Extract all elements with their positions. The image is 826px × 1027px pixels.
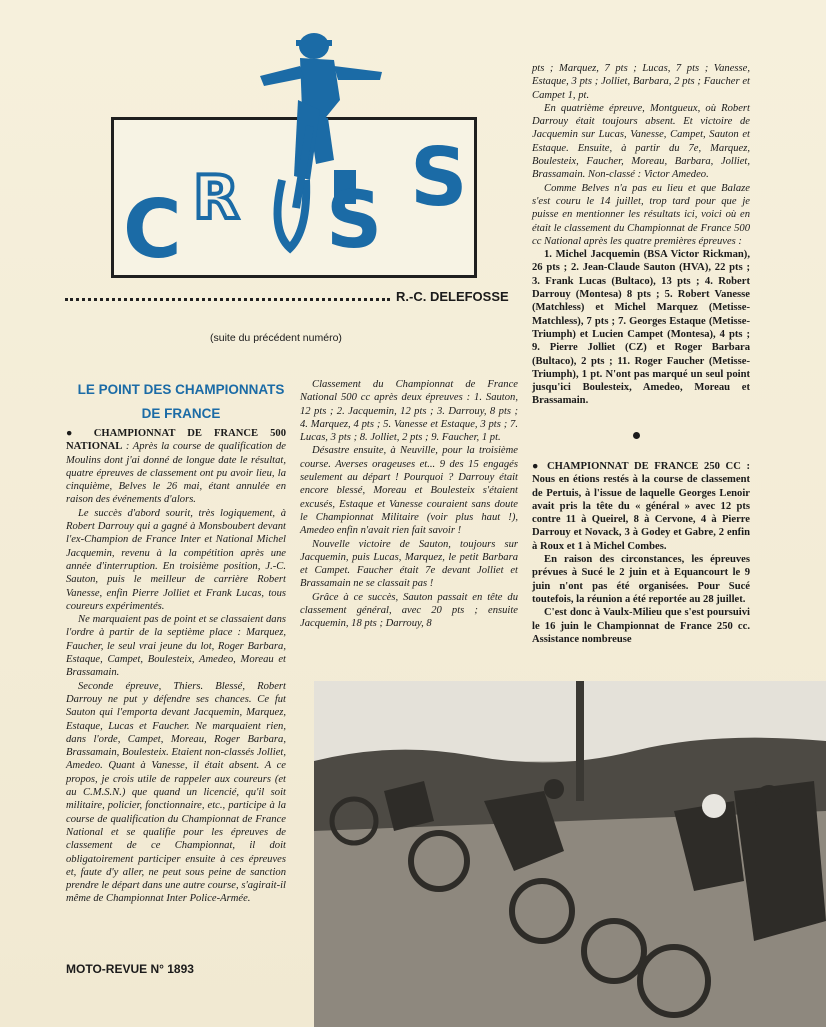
paragraph — [66, 427, 286, 507]
article-column-3-bottom — [532, 460, 750, 646]
title-letter-r: R — [193, 163, 240, 233]
section-heading-line1: LE POINT DES CHAMPIONNATS — [77, 382, 285, 397]
paragraph: Classement du Championnat de France National 500 cc après deux épreuves : 1. Sauton, 12 pts ; 2. Jacquemin, 12 pts ; 3. Darrouy, 8 pts ; 4. Marquez, 4 pts ; 5. Vanesse et Estaque, 3 pts ; 7. Lucas, 3 pts ; 8. Jolliet, 2 pts ; 9. Faucher, 1 pt. — [300, 379, 518, 444]
paragraph: Désastre ensuite, à Neuville, pour la troisième course. Averses orageuses et... 9 des 15 engagés seulement au départ ! Pourquoi ? Darrouy était encore blessé, Moreau et Boulesteix s'étaient excusés, Estaque et Vanesse couraient sans doute le Championnat Militaire (voir plus haut !), Amedeo enfin n'avait rien fait savoir ! — [300, 445, 518, 537]
title-letter-s1: S — [326, 176, 383, 266]
section-lead: ● CHAMPIONNAT DE FRANCE 500 NATIONAL — [66, 428, 286, 453]
paragraph: Ne marquaient pas de point et se classaient dans l'ordre à partir de la septième place : Marquez, Faucher, le seul vrai jeune du lot, Roger Barbara, Estaque, Campet, Boulesteix, Amedeo, Moreau et Brassamain. — [66, 614, 286, 679]
paragraph: pts ; Marquez, 7 pts ; Lucas, 7 pts ; Vanesse, Estaque, 3 pts ; Jolliet, Barbara, 2 pts ; Faucher et Campet 1, pt. — [532, 63, 750, 101]
title-letter-s2: S — [410, 131, 468, 224]
section-heading-line2: DE FRANCE — [141, 406, 221, 421]
race-photo — [314, 681, 826, 1027]
section-lead: ● CHAMPIONNAT DE FRANCE 250 CC — [532, 461, 741, 472]
article-column-2 — [300, 378, 518, 631]
paragraph: En raison des circonstances, les épreuves prévues à Sucé le 2 juin et à Equancourt le 9 juin n'ont pas été organisées. Pour Sucé toutefois, la réunion a été reportée au 28 juillet. — [532, 554, 750, 605]
article-column-3-top — [532, 62, 750, 408]
paragraph: C'est donc à Vaulx-Milieu que s'est poursuivi le 16 juin le Championnat de France 250 cc. Assistance nombreuse — [532, 607, 750, 645]
paragraph: Seconde épreuve, Thiers. Blessé, Robert Darrouy ne put y défendre ses chances. Ce fut Sauton qui l'emporta devant Jacquemin, Marquez, Estaque, Lucas et Faucher. Ne marquaient rien, dans l'orde, Campet, Moreau, Roger Barbara, Brassamain, Boulesteix. Etaient non-classés Jolliet, Amedeo. Quant à Vanesse, il était absent. A ce propos, je crois utile de rappeler aux coureurs (et au C.M.S.N.) que quand un licencié, qu'il soit militaire, policier, fonctionnaire, etc., participe à la course de qualification du Championnat de France National et se qualifie pour les épreuves de classement de ce Championnat, il doit obligatoirement participer ensuite à ces épreuves et, faute d'y aller, ne peut sous peine de sanction prendre le départ dans une autre course, s'agirait-il même de Championnat Inter Police-Armée. — [66, 680, 286, 905]
paragraph-text: : Nous en étions restés à la course de classement de Pertuis, à l'issue de laquelle Georges Lenoir avait pris la tête du « général » avec 12 pts contre 11 à Queirel, 8 à Cervone, 4 à Pierre Darrouy et Novack, 3 à Godey et Gabre, 2 enfin à Roux et 1 à Michel Combes. — [532, 461, 750, 552]
standings-list: 1. Michel Jacquemin (BSA Victor Rickman), 26 pts ; 2. Jean-Claude Sauton (HVA), 22 pts ; 3. Frank Lucas (Bultaco), 13 pts ; 4. Robert Darrouy (Montesa) 8 pts ; 5. Robert Vanesse (Matchless) et Michel Marquez (Metisse-Matchless), 7 pts ; 7. Georges Estaque (Metisse-Triumph) et Lucien Campet (Montesa), 4 pts ; 9. Pierre Jolliet (CZ) et Roger Barbara (Bultaco), 2 pts ; 11. Roger Faucher (Metisse-Triumph), 1 pt. N'ont pas marqué un seul point jusqu'ici Boulesteix, Amedeo, Moreau et Brassamain. — [532, 249, 750, 407]
article-column-1 — [66, 427, 286, 906]
author-byline: R.-C. DELEFOSSE — [396, 289, 509, 304]
paragraph: Nouvelle victoire de Sauton, toujours sur Jacquemin, puis Lucas, Marquez, le petit Barbara et Campet. Faucher était 7e devant Jolliet et Brassamain ne se classait pas ! — [300, 538, 518, 590]
byline-rule — [65, 298, 390, 301]
paragraph — [532, 460, 750, 553]
section-heading — [66, 378, 296, 426]
paragraph: Comme Belves n'a pas eu lieu et que Balaze s'est couru le 14 juillet, trop tard pour que je puisse en mentionner les résultats ici, voici où en était le classement du Championnat de France 500 cc National après les quatre premières épreuves : — [532, 182, 750, 247]
title-letter-c: C — [123, 183, 182, 276]
paragraph-text: : Après la course de qualification de Moulins dont j'ai donné de longue date le résultat, quatre épreuves de classement ont pu avoir lieu, la cinquième, Belves le 26 mai, étant annulée en raison des événements d'alors. — [66, 441, 286, 506]
page-footer: MOTO-REVUE N° 1893 — [66, 962, 194, 976]
section-separator-dot — [633, 432, 640, 439]
continuation-note: (suite du précédent numéro) — [210, 332, 342, 344]
paragraph: En quatrième épreuve, Montgueux, où Robert Darrouy était toujours absent. Et victoire de Jacquemin sur Lucas, Vanesse, Campet, Sauton et Estaque. Ensuite, à partir du 7e, Marquez, Boulesteix, Faucher, Moreau, Barbara, Jolliet, Brassamain. Non-classé : Victor Amedeo. — [532, 102, 750, 181]
paragraph: Le succès d'abord sourit, très logiquement, à Robert Darrouy qui a gagné à Monsboubert devant l'ex-Champion de France Inter et National Michel Jacquemin, revenu à la compétition après une année d'interruption. En troisième position, J.-C. Sauton, puis le meilleur de carrière Robert Vanesse, enfin Pierre Jolliet et Frank Lucas, tous coureurs expérimentés. — [66, 507, 286, 612]
race-photo-drawing — [314, 681, 826, 1027]
paragraph: Grâce à ce succès, Sauton passait en tête du classement général, avec 20 pts ; ensuite Jacquemin, 18 pts ; Darrouy, 8 — [300, 591, 518, 630]
